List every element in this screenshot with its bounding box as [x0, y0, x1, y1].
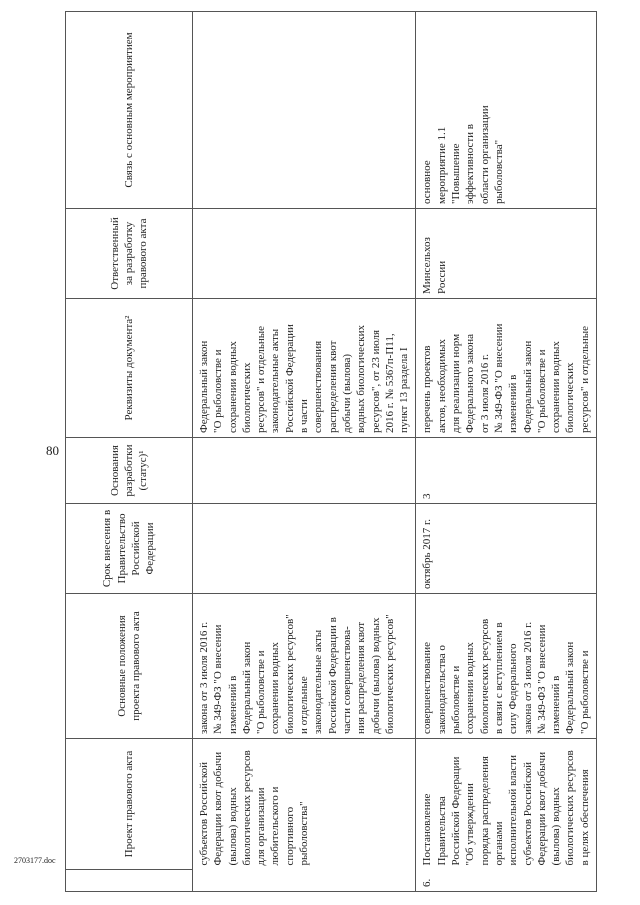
header-project: Проект правового акта	[66, 739, 193, 870]
row-number	[193, 870, 416, 892]
header-responsible: Ответственный за разработку правового акта	[66, 209, 193, 299]
row-basis: 3	[416, 438, 597, 504]
header-number	[66, 870, 193, 892]
row-number: 6.	[416, 870, 597, 892]
header-link: Связь с основным мероприятием	[66, 12, 193, 209]
row-responsible	[193, 209, 416, 299]
row-requisites: Федеральный закон "О рыболовстве и сохранении водных биологических ресурсов" и отдельные законодательные акты Российской Федерации в части совершенствования распределения квот добычи (вылова) водных биологических ресурсов", от 23 июля 2016 г. № 5367п-П11, пункт 13 раздела I	[193, 299, 416, 438]
row-basis	[193, 438, 416, 504]
header-provisions: Основные положения проекта правового акта	[66, 594, 193, 739]
header-requisites: Реквизиты документа²	[66, 299, 193, 438]
table-row	[416, 12, 597, 892]
row-link: основное мероприятие 1.1 "Повышение эффективности в области организации рыболовства"	[416, 12, 597, 209]
page-number: 80	[46, 443, 59, 458]
row-deadline	[193, 504, 416, 594]
footer-filename: 2703177.doc	[14, 856, 56, 865]
row-link	[193, 12, 416, 209]
row-provisions: закона от 3 июля 2016 г. № 349-ФЗ "О внесении изменений в Федеральный закон "О рыболовстве и сохранении водных биологических ресурсов" и отдельные законодательные акты Российской Федерации в части совершенствова- ния распределения квот добычи (вылова) водных биологических ресурсов"	[193, 594, 416, 739]
row-responsible: Минсельхоз России	[416, 209, 597, 299]
rotated-table-container	[65, 12, 605, 892]
row-project: Постановление Правительства Российской Федерации "Об утверждении порядка распределения органами исполнительной власти субъектов Российской Федерации квот добычи (вылова) водных биологических ресурсов в целях обеспечения	[416, 739, 597, 870]
table-header-row	[66, 12, 193, 892]
row-deadline: октябрь 2017 г.	[416, 504, 597, 594]
legal-acts-table	[65, 11, 597, 892]
row-project: субъектов Российской Федерации квот добычи (вылова) водных биологических ресурсов для организации любительского и спортивного рыболовства"	[193, 739, 416, 870]
table-row	[193, 12, 416, 892]
header-basis: Основания разработки (статус)¹	[66, 438, 193, 504]
row-provisions: совершенствование законодательства о рыболовстве и сохранении водных биологических ресурсов в связи с вступлением в силу Федерального закона от 3 июля 2016 г. № 349-ФЗ "О внесении изменений в Федеральный закон "О рыболовстве и	[416, 594, 597, 739]
header-deadline: Срок внесения в Правительство Российской Федерации	[66, 504, 193, 594]
row-requisites: перечень проектов актов, необходимых для реализации норм Федерального закона от 3 июля 2016 г. № 349-ФЗ "О внесении изменений в Федеральный закон "О рыболовстве и сохранении водных биологических ресурсов" и отдельные	[416, 299, 597, 438]
